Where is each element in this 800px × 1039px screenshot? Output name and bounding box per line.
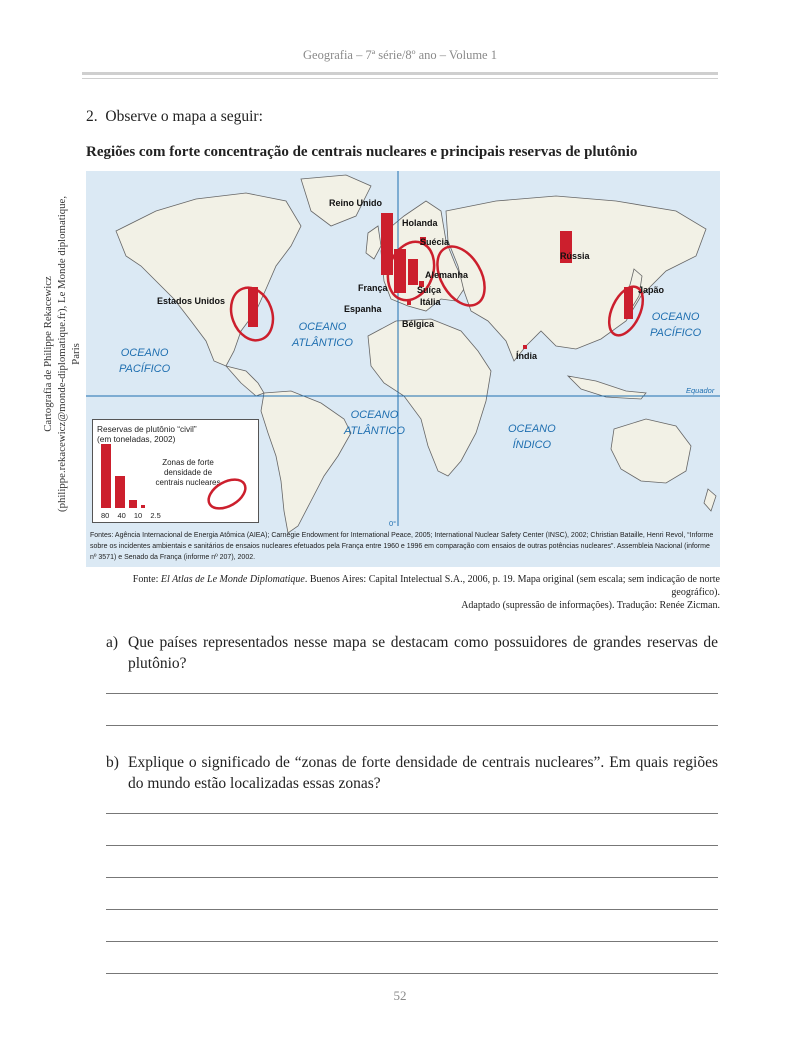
legend-scale-10: 10: [133, 511, 143, 520]
label-espanha: Espanha: [344, 304, 382, 314]
source-citation-line1: [86, 573, 720, 599]
legend-title-line2: (em toneladas, 2002): [97, 434, 176, 444]
answer-line-a-2[interactable]: [106, 725, 718, 726]
label-alemanha: Alemanha: [425, 270, 469, 280]
map-sources: Fontes: Agência Internacional de Energia Atômica (AIEA); Carnegie Endowment for International Peace, 2005; International Nuclear Safety Center (INSC), 2002; Christian Bataille, Henri Revol, “Informe sobre os incidentes ambientais e sanitários de ensaios nucleares efetuados pela França entre 1960 e 1996 em comparação com ensaios de outras potências nucleares”. Assembleia Nacional (informe nº 3571) e Senado da França (informe nº 207), 2002.: [90, 532, 714, 561]
ocean-atlantic-south-l2: ATLÂNTICO: [344, 425, 405, 437]
label-reino-unido: Reino Unido: [329, 198, 382, 208]
question-a: [106, 632, 718, 674]
question-b-text: Explique o significado de “zonas de forte densidade de centrais nucleares”. Em quais regiões do mundo estão localizadas essas zonas?: [128, 754, 718, 792]
label-holanda: Holanda: [402, 218, 438, 228]
legend-zone-line3: centrais nucleares: [155, 478, 221, 487]
answer-line-b-4[interactable]: [106, 909, 718, 910]
header-rule-thin: [82, 78, 718, 79]
question-intro-text: Observe o mapa a seguir:: [105, 108, 263, 125]
label-suica: Suíça: [417, 285, 442, 295]
legend-bar-10: [129, 500, 137, 508]
legend-zone-line2: densidade de: [163, 468, 213, 477]
uk-landmass: [366, 226, 381, 259]
answer-line-b-1[interactable]: [106, 813, 718, 814]
reserve-bar-germany: [408, 259, 418, 285]
label-suecia: Suécia: [420, 237, 450, 247]
answer-line-b-3[interactable]: [106, 877, 718, 878]
equator-label: Equador: [686, 386, 715, 395]
legend-scale-80: 80: [101, 511, 110, 520]
africa-landmass: [368, 319, 491, 476]
ocean-pacific-east-l2: PACÍFICO: [650, 327, 702, 339]
legend-title-line1: Reservas de plutônio “civil”: [97, 424, 197, 434]
legend-scale-40: 40: [117, 511, 126, 520]
ocean-pacific-west: [119, 345, 170, 377]
ocean-atlantic-north-l2: ATLÂNTICO: [292, 337, 353, 349]
answer-line-a-1[interactable]: [106, 693, 718, 694]
ocean-pacific-west-l2: PACÍFICO: [119, 363, 171, 375]
source-title: El Atlas de Le Monde Diplomatique: [160, 574, 305, 585]
label-belgica: Bélgica: [402, 319, 435, 329]
ocean-pacific-west-l1: OCEANO: [120, 347, 169, 359]
reserve-bar-japan: [624, 287, 633, 319]
answer-line-b-2[interactable]: [106, 845, 718, 846]
page-number: 52: [393, 988, 407, 1003]
question-a-letter: a): [106, 634, 119, 651]
legend-scale: [101, 511, 167, 520]
new-zealand-landmass: [704, 489, 716, 511]
australia-landmass: [611, 419, 691, 483]
meridian-label: 0°: [389, 519, 397, 528]
question-b-letter: b): [106, 754, 119, 771]
reserve-bar-india: [523, 345, 527, 349]
source-prefix: Fonte:: [132, 574, 161, 585]
world-map: [86, 171, 720, 567]
ocean-atlantic-south-l1: OCEANO: [350, 409, 399, 421]
answer-line-b-6[interactable]: [106, 973, 718, 974]
ocean-atlantic-south: [344, 407, 405, 439]
reserve-bar-france: [394, 249, 406, 293]
label-russia: Rússia: [560, 251, 590, 261]
header-rule: [82, 72, 718, 75]
credit-line-2: (philippe.rekacewicz@monde-diplomatique.fr), Le Monde diplomatique, Paris: [56, 195, 82, 513]
label-franca: França: [358, 283, 388, 293]
credit-line-1: Cartografia de Philippe Rekacewicz: [42, 276, 54, 432]
legend-zone-ellipse: [203, 472, 253, 516]
legend-title: [97, 424, 237, 444]
legend-scale-2-5: 2.5: [150, 511, 161, 520]
question-b: [106, 752, 718, 794]
legend-bar-80: [101, 444, 111, 508]
running-header: Geografia – 7ª série/8º ano – Volume 1: [303, 48, 497, 62]
answer-line-b-5[interactable]: [106, 941, 718, 942]
question-a-text: Que países representados nesse mapa se destacam como possuidores de grandes reservas de plutônio?: [128, 634, 718, 672]
question-2-intro: [86, 108, 263, 126]
ocean-indico-l1: OCEANO: [508, 423, 556, 435]
source-citation-line2: Adaptado (supressão de informações). Tradução: Renée Zicman.: [461, 600, 720, 611]
source-citation: [86, 573, 720, 612]
ocean-pacific-east: [650, 309, 701, 341]
north-america-landmass: [116, 193, 301, 366]
label-estados-unidos: Estados Unidos: [157, 296, 226, 306]
ocean-indico-l2: ÍNDICO: [512, 439, 552, 451]
map-legend: [92, 419, 259, 523]
reserve-bar-uk: [381, 213, 393, 275]
legend-zone-line1: Zonas de forte: [162, 458, 214, 467]
legend-bar-40: [115, 476, 125, 508]
label-india: Índia: [516, 351, 538, 361]
question-number: 2.: [86, 108, 98, 125]
map-title: Regiões com forte concentração de centrais nucleares e principais reservas de plutônio: [86, 144, 638, 160]
ocean-atlantic-north: [292, 319, 353, 351]
south-america-landmass: [261, 391, 351, 533]
reserve-bar-usa: [248, 287, 258, 327]
source-rest: . Buenos Aires: Capital Intelectual S.A., 2006, p. 19. Mapa original (sem escala; sem indicação de norte geográfico).: [304, 574, 720, 598]
cartography-credit: [41, 184, 81, 524]
label-japao: Japão: [638, 285, 665, 295]
central-america-landmass: [226, 366, 264, 396]
ocean-indico: [508, 421, 556, 453]
ocean-pacific-east-l1: OCEANO: [651, 311, 700, 323]
legend-bar-2-5: [141, 505, 145, 508]
ocean-atlantic-north-l1: OCEANO: [298, 321, 347, 333]
label-italia: Itália: [420, 297, 441, 307]
